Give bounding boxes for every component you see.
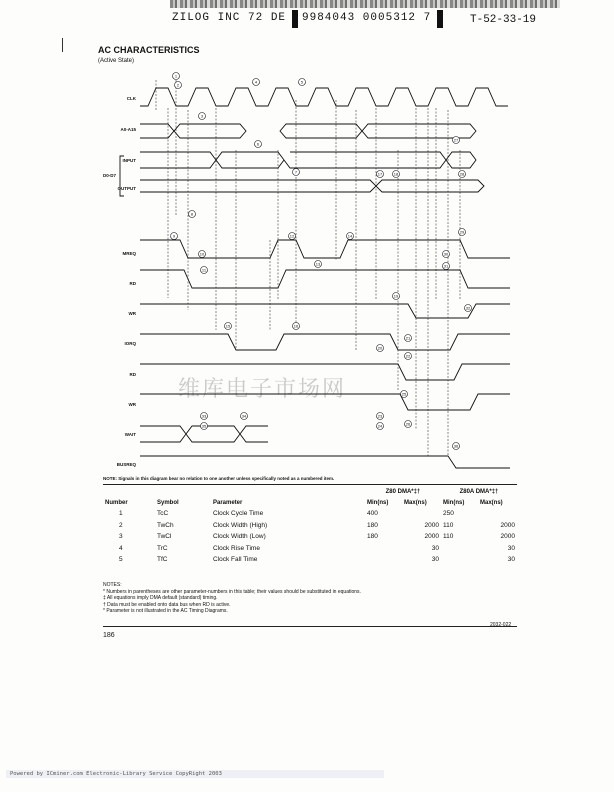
svg-text:21: 21 (405, 335, 411, 341)
table-row: 3 TwCl Clock Width (Low) 180 2000 110 2000 (119, 533, 515, 541)
svg-text:16: 16 (293, 323, 299, 329)
svg-text:23: 23 (377, 413, 383, 419)
svg-text:6: 6 (256, 141, 260, 147)
svg-text:34: 34 (241, 413, 247, 419)
signal-label-iorq: IORQ (124, 341, 136, 346)
watermark: 维库电子市场网 (178, 377, 347, 402)
z80-dma-header: Z80 DMA*‡† (385, 488, 421, 495)
marker-circle (201, 267, 208, 274)
input-bus (140, 152, 476, 168)
marker-circle (377, 423, 384, 430)
section-title: AC CHARACTERISTICS (98, 45, 200, 55)
svg-text:14: 14 (347, 233, 353, 239)
table-group-header-row (103, 486, 517, 497)
signal-label-busreq: BUSREQ (116, 462, 136, 467)
svg-text:11: 11 (201, 267, 207, 273)
svg-text:19: 19 (393, 293, 399, 299)
svg-text:2: 2 (176, 82, 180, 88)
marker-circle (443, 263, 450, 270)
svg-text:20: 20 (377, 345, 383, 351)
marker-circle (293, 323, 300, 330)
notes-block (103, 582, 361, 615)
mreq-waveform (140, 240, 510, 258)
marker-circle (201, 423, 208, 430)
footer-banner: Powered by ICminer.com Electronic-Library Service CopyRight 2003 (6, 770, 384, 778)
table-row: 4 TrC Clock Rise Time 30 30 (119, 544, 515, 552)
svg-text:5: 5 (300, 79, 304, 85)
marker-circle (253, 79, 260, 86)
signal-label-mreq: MREQ (122, 251, 136, 256)
svg-text:25: 25 (401, 391, 407, 397)
rd-waveform (140, 267, 510, 288)
figure-code: 2032-022 (490, 622, 512, 628)
svg-text:18: 18 (393, 171, 399, 177)
marker-circle (299, 79, 306, 86)
marker-circle (293, 169, 300, 176)
marker-circle (377, 413, 384, 420)
marker-circle (241, 413, 248, 420)
marker-circle (393, 293, 400, 300)
marker-circle (405, 335, 412, 342)
wr-waveform (140, 304, 510, 318)
col-z80a-min: Min(ns) (442, 499, 465, 506)
col-symbol: Symbol (157, 499, 179, 506)
svg-text:28: 28 (459, 171, 465, 177)
svg-text:36: 36 (453, 443, 459, 449)
header-code: 9984043 0005312 7 (302, 12, 432, 24)
marker-circle (459, 229, 466, 236)
diagram-note: NOTE: Signals in this diagram bear no relation to one another unless specifically noted as a numbered item. (103, 476, 335, 481)
data-bracket (120, 156, 124, 196)
signal-label-clk: CLK (126, 96, 136, 101)
svg-text:13: 13 (315, 261, 321, 267)
header-text: ZILOG INC 72 DE (172, 12, 287, 24)
signal-label-wait: WAIT (124, 432, 136, 437)
section-subtitle: (Active State) (98, 58, 135, 64)
svg-text:29: 29 (459, 229, 465, 235)
note-item: ‡ All equations imply DMA default (standard) timing. (103, 595, 218, 601)
svg-text:30: 30 (443, 251, 449, 257)
table-rule (103, 484, 517, 485)
marker-circle (255, 141, 262, 148)
svg-text:17: 17 (377, 171, 383, 177)
notes-heading: NOTES: (103, 582, 122, 588)
svg-text:12: 12 (289, 233, 295, 239)
svg-text:3: 3 (200, 113, 204, 119)
document-code: T-52-33-19 (470, 14, 537, 26)
col-number: Number (105, 499, 128, 506)
marker-circle (173, 73, 180, 80)
svg-text:4: 4 (254, 79, 258, 85)
marker-circle (405, 421, 412, 428)
note-item: * Parameter is not illustrated in the AC Timing Diagrams. (103, 608, 228, 614)
svg-text:35: 35 (201, 423, 207, 429)
svg-text:10: 10 (199, 251, 205, 257)
signal-label-address: A0-A15 (120, 127, 136, 132)
marker-circle (405, 353, 412, 360)
marker-circle (315, 261, 322, 268)
signal-label-rd: RD (129, 281, 136, 286)
signal-label-data: D0-D7 (102, 173, 116, 178)
svg-text:24: 24 (377, 423, 383, 429)
marker-circle (225, 323, 232, 330)
note-item: * Numbers in parentheses are other parameter-numbers in this table; their values should be substituted in equations. (103, 588, 361, 595)
svg-text:26: 26 (405, 421, 411, 427)
footer-rule (103, 626, 517, 627)
address-bus (140, 124, 476, 138)
marker-circle (459, 171, 466, 178)
rd2-waveform (140, 364, 510, 380)
marker-circle (201, 413, 208, 420)
svg-text:27: 27 (453, 137, 459, 143)
clk-waveform (140, 88, 508, 106)
marker-circle (175, 82, 182, 89)
table-row: 1 TcC Clock Cycle Time 400 250 (119, 510, 454, 518)
ac-characteristics-table (103, 486, 517, 566)
signal-label-output: OUTPUT (117, 186, 136, 191)
marker-circle (347, 233, 354, 240)
col-z80-min: Min(ns) (367, 499, 389, 506)
marker-circle (199, 113, 206, 120)
busreq-waveform (140, 456, 510, 468)
svg-text:33: 33 (201, 413, 207, 419)
svg-text:8: 8 (190, 211, 194, 217)
col-z80a-max: Max(ns) (480, 499, 503, 506)
marker-circle (443, 251, 450, 258)
marker-circle (189, 211, 196, 218)
svg-text:32: 32 (465, 305, 471, 311)
note-item: † Data must be enabled onto data bus when RD is active. (103, 601, 231, 608)
svg-text:9: 9 (172, 233, 176, 239)
table-header-row (103, 497, 517, 508)
marker-circle (377, 171, 384, 178)
svg-text:7: 7 (294, 169, 298, 175)
signal-label-wr-2: WR (128, 402, 136, 407)
marker-circle (453, 443, 460, 450)
svg-text:15: 15 (225, 323, 231, 329)
marker-circle (453, 137, 460, 144)
marker-circle (199, 251, 206, 258)
wr2-waveform (140, 391, 510, 410)
output-bus (140, 180, 484, 192)
table-row: 5 TfC Clock Fall Time 30 30 (119, 556, 515, 564)
marker-circle (289, 233, 296, 240)
marker-circle (171, 233, 178, 240)
page-number: 186 (103, 632, 115, 639)
signal-label-rd-2: RD (129, 372, 136, 377)
signal-label-input: INPUT (122, 158, 136, 163)
z80a-dma-header: Z80A DMA*‡† (459, 488, 499, 495)
svg-text:22: 22 (405, 353, 411, 359)
marker-circle (393, 171, 400, 178)
col-parameter: Parameter (213, 499, 243, 506)
col-z80-max: Max(ns) (404, 499, 427, 506)
svg-text:1: 1 (174, 73, 178, 79)
table-row: 2 TwCh Clock Width (High) 180 2000 110 2000 (119, 521, 515, 529)
signal-label-wr: WR (128, 311, 136, 316)
marker-circle (401, 391, 408, 398)
marker-circle (377, 345, 384, 352)
svg-text:31: 31 (443, 263, 449, 269)
iorq-waveform (140, 334, 510, 350)
marker-circle (465, 305, 472, 312)
